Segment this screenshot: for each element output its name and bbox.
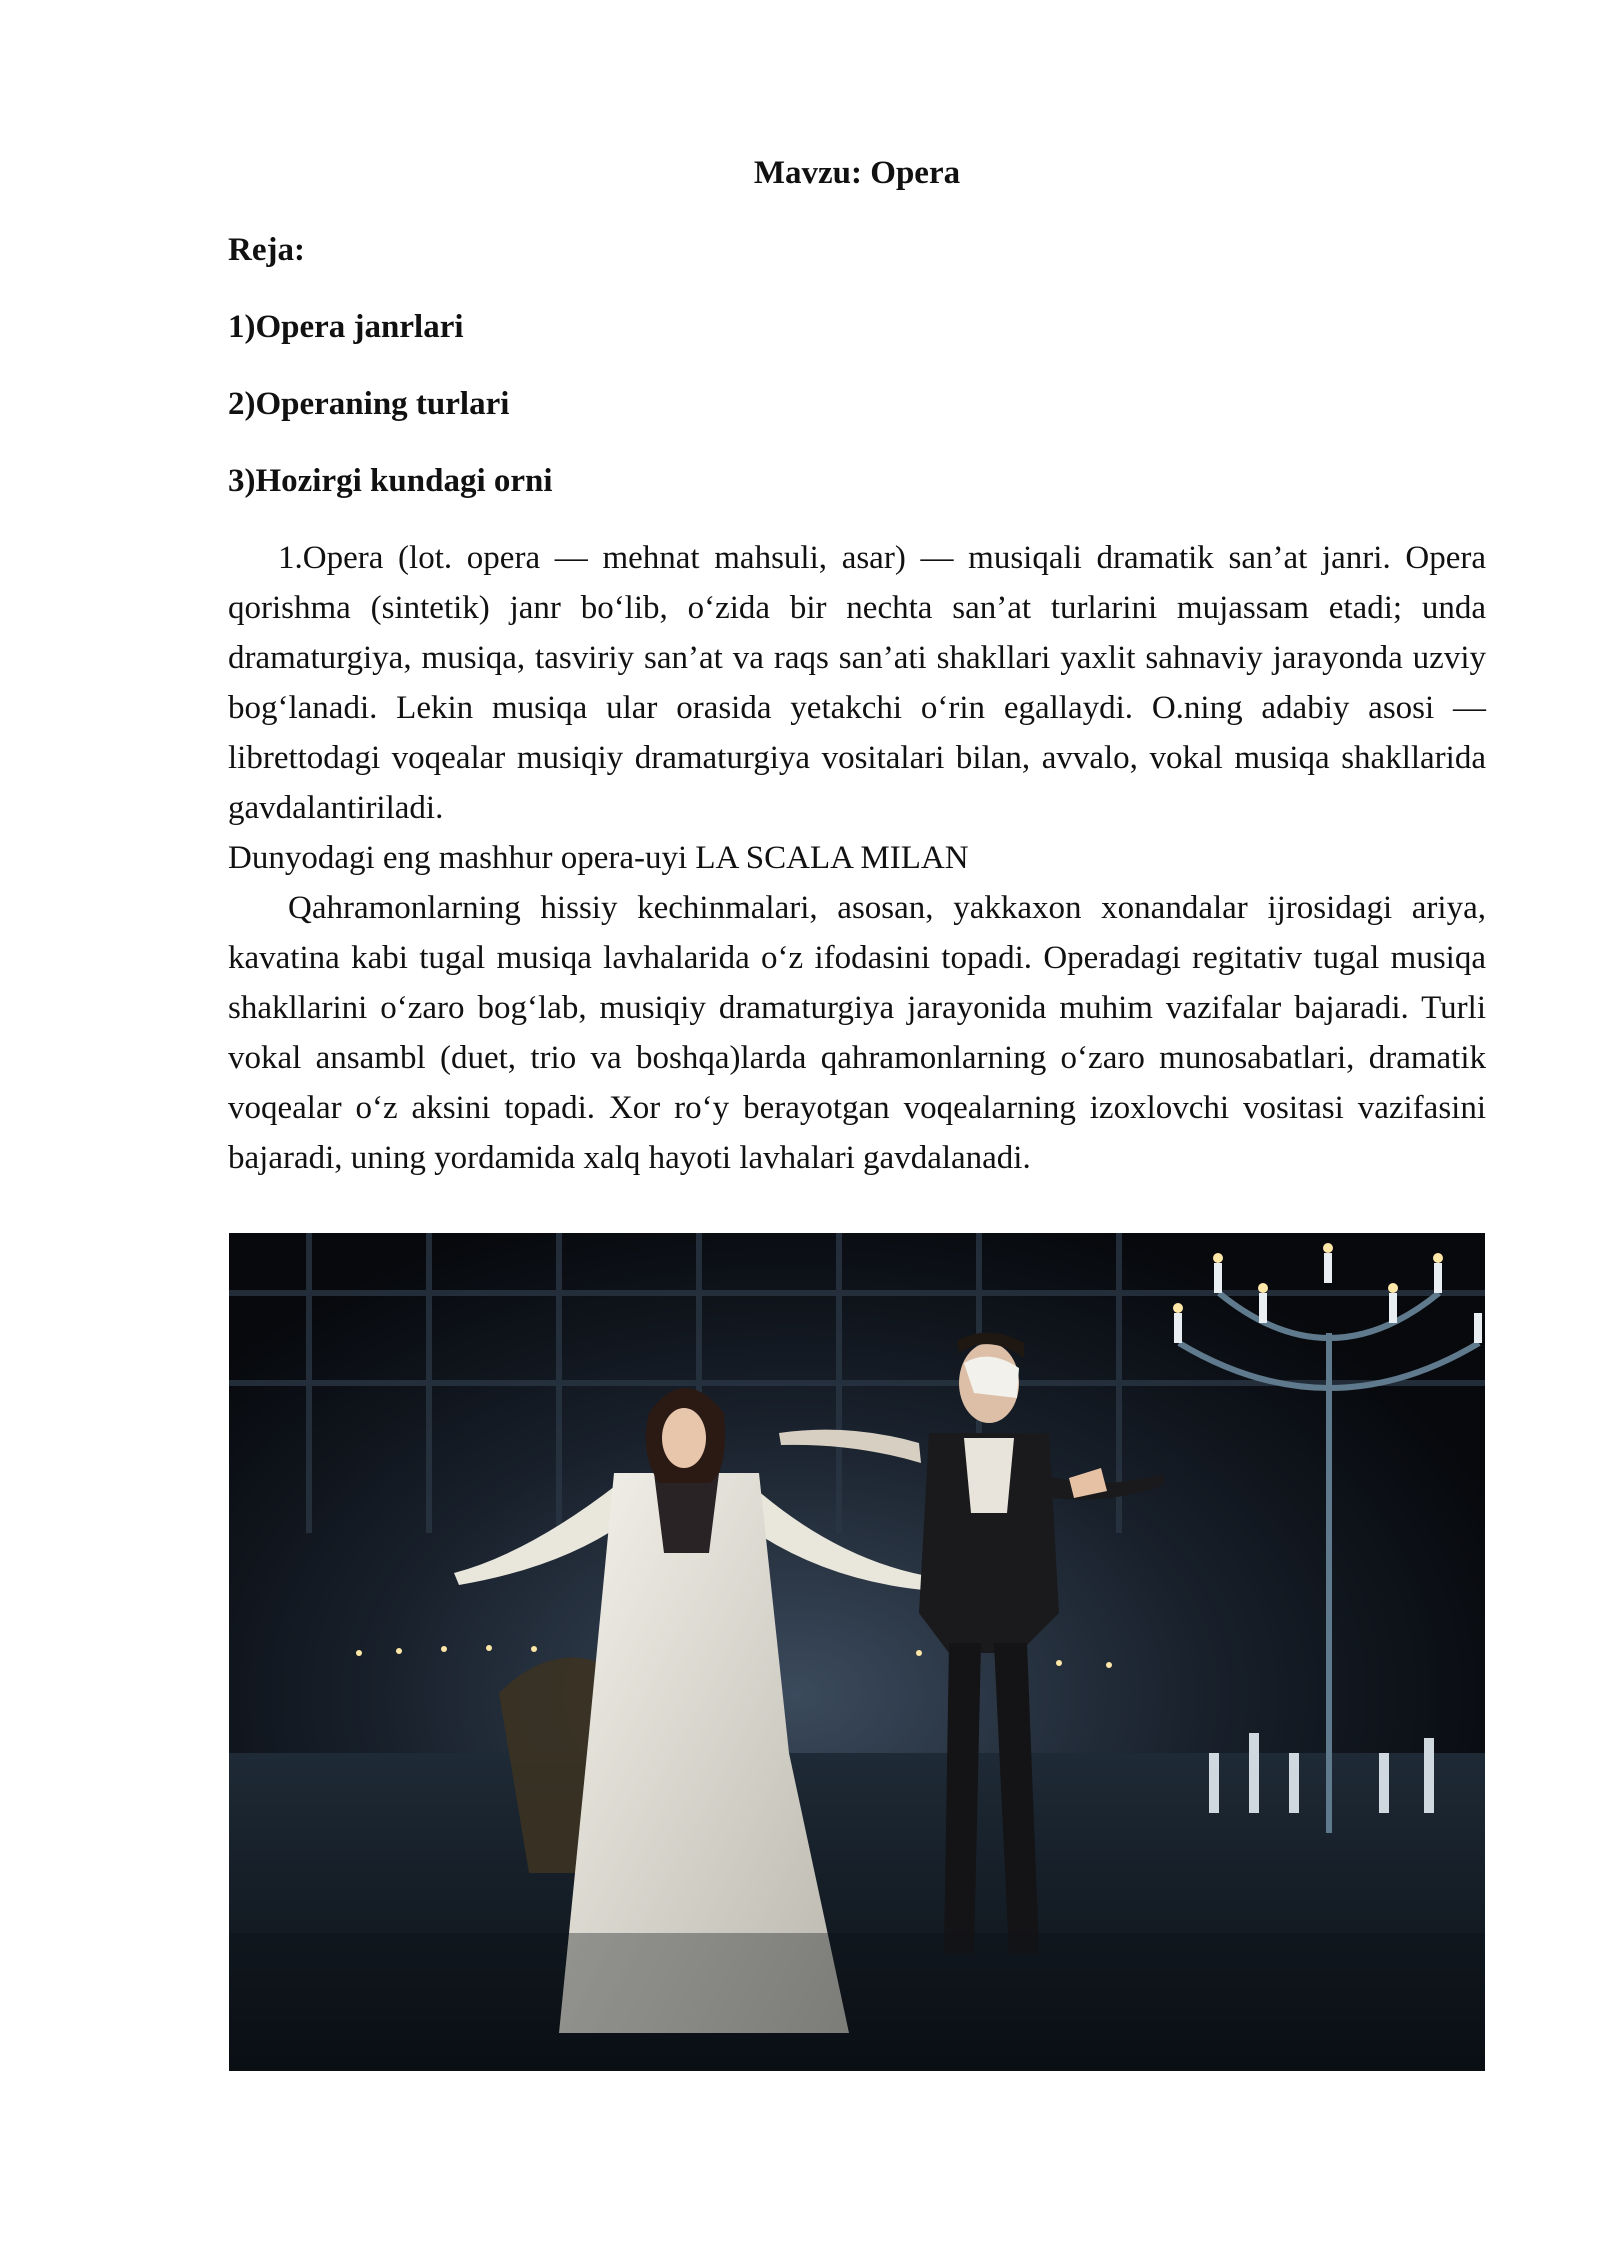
opera-stage-photo <box>229 1233 1485 2071</box>
plan-heading: Reja: <box>228 232 305 268</box>
plan-item-3: 3)Hozirgi kundagi orni <box>228 463 553 499</box>
paragraph-heroes: Qahramonlarning hissiy kechinmalari, asosan, yakkaxon xonandalar ijrosidagi ariya, kavatina kabi tugal musiqa lavhalarida o‘z ifodasini topadi. Operadagi regitativ tugal musiqa shakllarini o‘zaro bog‘lab, musiqiy dramaturgiya jarayonida muhim vazifalar bajaradi. Turli vokal ansambl (duet, trio va boshqa)larda qahramonlarning o‘zaro munosabatlari, dramatik voqealar o‘z aksini topadi. Xor ro‘y berayotgan voqealarning izoxlovchi vositasi vazifasini bajaradi, uning yordamida xalq hayoti lavhalari gavdalanadi. <box>228 890 1486 1176</box>
document-body <box>228 148 1486 1183</box>
plan-item-2: 2)Operaning turlari <box>228 386 510 422</box>
la-scala-line: Dunyodagi eng mashhur opera-uyi LA SCALA MILAN <box>228 840 969 876</box>
document-title: Mavzu: Opera <box>753 155 961 191</box>
plan-item-1: 1)Opera janrlari <box>228 309 464 345</box>
paragraph-intro: 1.Opera (lot. opera — mehnat mahsuli, asar) — musiqali dramatik san’at janri. Opera qorishma (sintetik) janr bo‘lib, o‘zida bir nechta san’at turlarini mujassam etadi; unda dramaturgiya, musiqa, tasviriy san’at va raqs san’ati shakllari yaxlit sahnaviy jarayonda uzviy bog‘lanadi. Lekin musiqa ular orasida yetakchi o‘rin egallaydi. O.ning adabiy asosi — librettodagi voqealar musiqiy dramaturgiya vositalari bilan, avvalo, vokal musiqa shakllarida gavdalantiriladi. <box>228 540 1486 826</box>
